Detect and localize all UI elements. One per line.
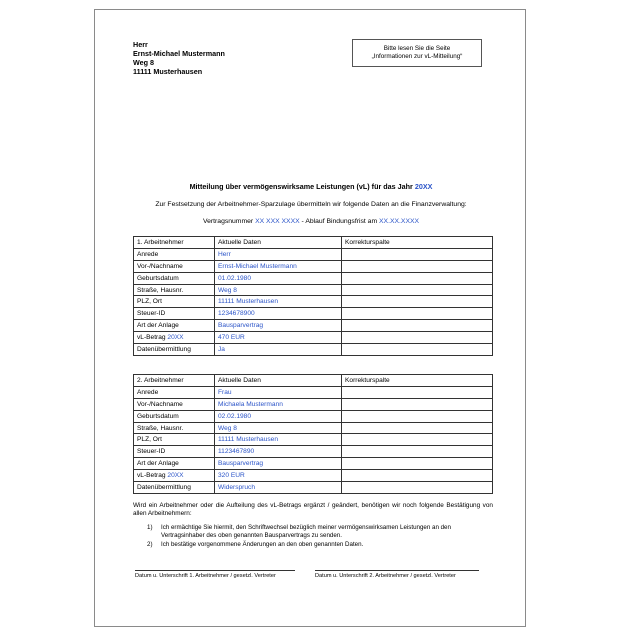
correction-cell[interactable]	[342, 434, 493, 446]
row-label: Geburtsdatum	[134, 272, 215, 284]
title-text: Mitteilung über vermögenswirksame Leistungen (vL) für das Jahr	[189, 182, 415, 191]
list-item-number: 2)	[147, 541, 153, 548]
table-row	[134, 248, 493, 260]
table-row	[134, 386, 493, 398]
row-label-text: vL-Betrag	[137, 472, 168, 480]
confirmation-list	[147, 524, 493, 550]
row-label: Straße, Hausnr.	[134, 422, 215, 434]
row-label	[134, 470, 215, 482]
list-item	[147, 541, 493, 549]
employee-1-table	[133, 236, 493, 356]
correction-cell[interactable]	[342, 470, 493, 482]
correction-cell[interactable]	[342, 398, 493, 410]
table-row	[134, 260, 493, 272]
correction-cell[interactable]	[342, 320, 493, 332]
row-label: Datenübermittlung	[134, 482, 215, 494]
list-item-text: Ich ermächtige Sie hiermit, den Schriftwechsel bezüglich meiner vermögenswirksamen Leistungen an den Vertragsinhaber des oben genannten Bausparvertrags zu senden.	[161, 524, 451, 539]
row-label: Art der Anlage	[134, 458, 215, 470]
contract-date: XX.XX.XXXX	[379, 218, 420, 225]
notice-line-2: „Informationen zur vL-Mitteilung“	[371, 53, 463, 60]
title-year: 20XX	[414, 182, 433, 191]
correction-cell[interactable]	[342, 344, 493, 356]
correction-cell[interactable]	[342, 410, 493, 422]
recipient-address	[133, 40, 225, 76]
correction-cell[interactable]	[342, 296, 493, 308]
address-salutation: Herr	[133, 40, 148, 49]
row-value: 11111 Musterhausen	[215, 296, 342, 308]
table-row	[134, 296, 493, 308]
row-value: 1234678900	[215, 308, 342, 320]
row-value: 02.02.1980	[215, 410, 342, 422]
correction-cell[interactable]	[342, 272, 493, 284]
signature-line-1[interactable]: Datum u. Unterschrift 1. Arbeitnehmer / gesetzl. Vertreter	[135, 570, 295, 579]
row-value: 470 EUR	[215, 332, 342, 344]
table-row	[134, 482, 493, 494]
header-employee: 1. Arbeitnehmer	[134, 237, 215, 249]
correction-cell[interactable]	[342, 422, 493, 434]
address-city: 11111 Musterhausen	[133, 67, 203, 76]
document-title	[95, 182, 527, 191]
row-label: Vor-/Nachname	[134, 398, 215, 410]
notice-box	[352, 39, 482, 67]
row-label-year: 20XX	[167, 472, 184, 480]
contract-line	[95, 218, 527, 225]
table-row	[134, 332, 493, 344]
table-row	[134, 344, 493, 356]
list-item-number: 1)	[147, 524, 153, 531]
employee-2-table	[133, 374, 493, 494]
row-label-year: 20XX	[167, 334, 184, 342]
intro-text: Zur Festsetzung der Arbeitnehmer-Sparzulage übermitteln wir folgende Daten an die Finanzverwaltung:	[155, 201, 467, 208]
row-label: Geburtsdatum	[134, 410, 215, 422]
signature-line-2[interactable]: Datum u. Unterschrift 2. Arbeitnehmer / gesetzl. Vertreter	[315, 570, 479, 579]
correction-cell[interactable]	[342, 386, 493, 398]
notice-line-1: Bitte lesen Sie die Seite	[383, 45, 451, 52]
address-name: Ernst-Michael Mustermann	[133, 49, 225, 58]
table-row	[134, 458, 493, 470]
table-row	[134, 434, 493, 446]
row-value: Frau	[215, 386, 342, 398]
correction-cell[interactable]	[342, 248, 493, 260]
header-correction: Korrekturspalte	[342, 375, 493, 387]
table-row	[134, 410, 493, 422]
row-label	[134, 332, 215, 344]
contract-label: Vertragsnummer	[202, 218, 256, 225]
row-label: Anrede	[134, 248, 215, 260]
row-label: Vor-/Nachname	[134, 260, 215, 272]
table-row	[134, 308, 493, 320]
row-label: Art der Anlage	[134, 320, 215, 332]
header-current-data: Aktuelle Daten	[215, 237, 342, 249]
row-label: PLZ, Ort	[134, 434, 215, 446]
row-value: Ernst-Michael Mustermann	[215, 260, 342, 272]
row-value: Weg 8	[215, 422, 342, 434]
row-label: Straße, Hausnr.	[134, 284, 215, 296]
row-label: Anrede	[134, 386, 215, 398]
table-row	[134, 272, 493, 284]
table-row	[134, 446, 493, 458]
table-row	[134, 398, 493, 410]
correction-cell[interactable]	[342, 284, 493, 296]
document-page	[94, 9, 526, 627]
correction-cell[interactable]	[342, 308, 493, 320]
table-row	[134, 320, 493, 332]
row-label: Steuer-ID	[134, 446, 215, 458]
table-header-row	[134, 237, 493, 249]
list-item	[147, 524, 493, 540]
row-value: Widerspruch	[215, 482, 342, 494]
address-street: Weg 8	[133, 58, 155, 67]
header-employee: 2. Arbeitnehmer	[134, 375, 215, 387]
row-value: 01.02.1980	[215, 272, 342, 284]
header-correction: Korrekturspalte	[342, 237, 493, 249]
confirmation-paragraph: Wird ein Arbeitnehmer oder die Aufteilung des vL-Betrags ergänzt / geändert, benötigen wir noch folgende Bestätigung von allen Arbeitnehmern:	[133, 502, 493, 518]
table-row	[134, 422, 493, 434]
row-value: Herr	[215, 248, 342, 260]
row-label-text: vL-Betrag	[137, 334, 168, 342]
row-label: Steuer-ID	[134, 308, 215, 320]
correction-cell[interactable]	[342, 446, 493, 458]
row-value: Michaela Mustermann	[215, 398, 342, 410]
contract-number: XX XXX XXXX	[255, 218, 300, 225]
row-value: 11111 Musterhausen	[215, 434, 342, 446]
row-label: Datenübermittlung	[134, 344, 215, 356]
row-value: 320 EUR	[215, 470, 342, 482]
header-current-data: Aktuelle Daten	[215, 375, 342, 387]
correction-cell[interactable]	[342, 458, 493, 470]
list-item-text: Ich bestätige vorgenommene Änderungen an den oben genannten Daten.	[161, 541, 364, 548]
table-row	[134, 470, 493, 482]
row-label: PLZ, Ort	[134, 296, 215, 308]
correction-cell[interactable]	[342, 332, 493, 344]
table-header-row	[134, 375, 493, 387]
correction-cell[interactable]	[342, 482, 493, 494]
row-value: Bausparvertrag	[215, 320, 342, 332]
table-row	[134, 284, 493, 296]
row-value: Ja	[215, 344, 342, 356]
row-value: Weg 8	[215, 284, 342, 296]
row-value: 1123467890	[215, 446, 342, 458]
row-value: Bausparvertrag	[215, 458, 342, 470]
contract-mid: - Ablauf Bindungsfrist am	[299, 218, 379, 225]
correction-cell[interactable]	[342, 260, 493, 272]
